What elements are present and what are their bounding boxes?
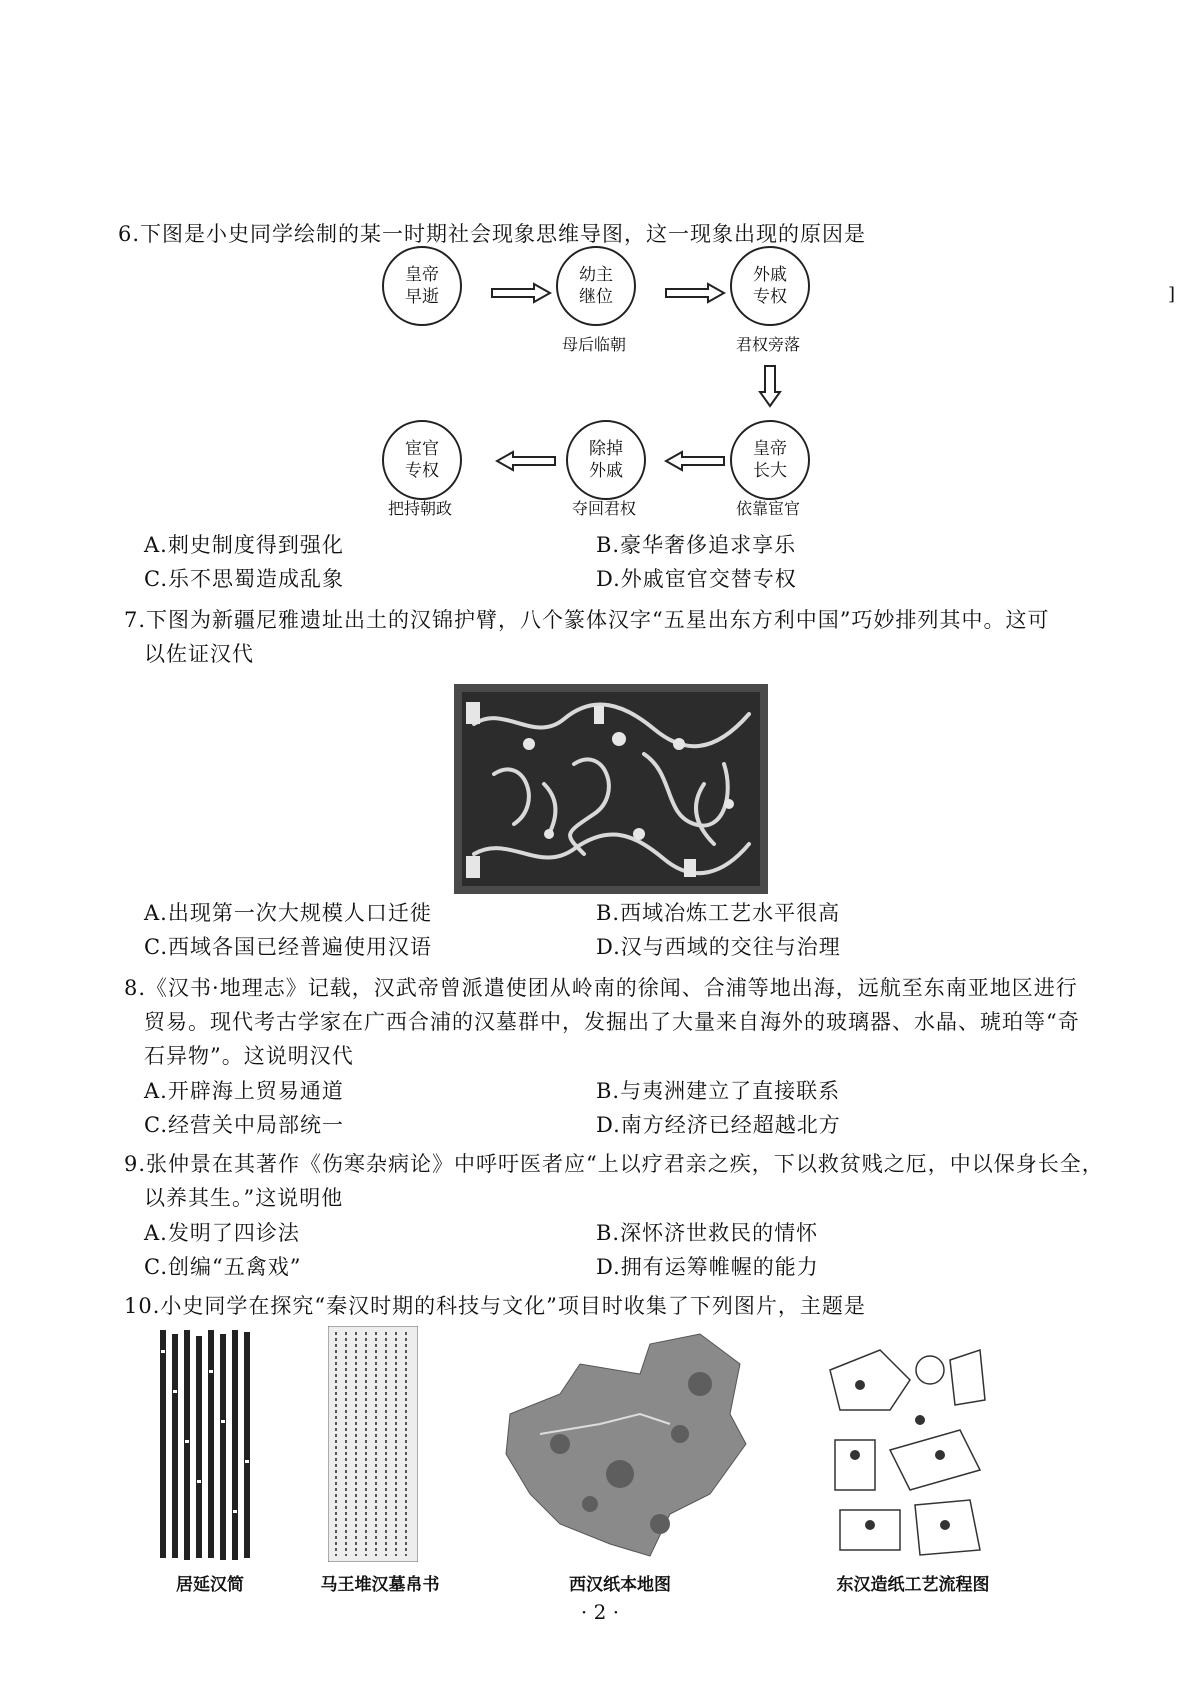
arrow-left-icon	[495, 450, 557, 472]
option-d: D.南方经济已经超越北方	[596, 1113, 841, 1137]
question-7-stem-cont: 以佐证汉代	[144, 642, 254, 666]
node-text: 外戚	[589, 461, 623, 481]
option-c: C.经营关中局部统一	[144, 1113, 344, 1137]
node-text: 早逝	[405, 287, 439, 307]
node-text: 外戚	[753, 265, 787, 285]
question-9-stem: 9.张仲景在其著作《伤寒杂病论》中呼吁医者应“上以疗君亲之疾，下以救贫贱之厄，中以保身长全，	[124, 1152, 1104, 1176]
option-d: D.汉与西域的交往与治理	[596, 935, 841, 959]
node-text: 皇帝	[753, 439, 787, 459]
option-a: A.发明了四诊法	[144, 1221, 300, 1245]
margin-mark: ]	[1168, 284, 1176, 305]
node-text: 幼主	[579, 265, 613, 285]
node-text: 宦官	[405, 439, 439, 459]
question-8-stem: 8.《汉书·地理志》记载，汉武帝曾派遣使团从岭南的徐闻、合浦等地出海，远航至东南亚地区进行	[124, 976, 1078, 1000]
option-d: D.外戚宦官交替专权	[596, 567, 797, 591]
option-c: C.创编“五禽戏”	[144, 1255, 302, 1279]
option-b: B.西域冶炼工艺水平很高	[596, 901, 841, 925]
node-text: 除掉	[589, 439, 623, 459]
question-9-stem-cont: 以养其生。”这说明他	[144, 1186, 344, 1210]
option-d: D.拥有运筹帷幄的能力	[596, 1255, 819, 1279]
option-a: A.开辟海上贸易通道	[144, 1079, 344, 1103]
bamboo-slips-image	[158, 1330, 260, 1562]
node-caption: 依靠宦官	[735, 499, 800, 518]
silk-manuscript-image	[328, 1326, 418, 1562]
node-caption: 母后临朝	[561, 335, 626, 354]
page-number: · 2 ·	[580, 1600, 620, 1624]
caption-papermaking: 东汉造纸工艺流程图	[836, 1575, 990, 1595]
paper-map-image	[500, 1324, 752, 1560]
option-c: C.乐不思蜀造成乱象	[144, 567, 344, 591]
arrow-down-icon	[758, 364, 782, 408]
question-8-stem-cont: 贸易。现代考古学家在广西合浦的汉墓群中，发掘出了大量来自海外的玻璃器、水晶、琥珀等“奇	[144, 1010, 1080, 1034]
mind-map-node-3	[730, 246, 810, 326]
papermaking-process-image	[820, 1330, 992, 1562]
question-7-stem: 7.下图为新疆尼雅遗址出土的汉锦护臂，八个篆体汉字“五星出东方利中国”巧妙排列其中。这可	[124, 608, 1050, 632]
caption-paper-map: 西汉纸本地图	[569, 1575, 671, 1595]
question-6-stem: 6.下图是小史同学绘制的某一时期社会现象思维导图，这一现象出现的原因是	[118, 222, 867, 246]
mind-map-node-6	[382, 420, 462, 500]
arrow-left-icon	[664, 450, 726, 472]
mind-map-node-1	[382, 246, 462, 326]
arrow-right-icon	[490, 282, 552, 304]
node-text: 专权	[753, 287, 787, 307]
option-a: A.出现第一次大规模人口迁徙	[144, 901, 432, 925]
node-text: 专权	[405, 461, 439, 481]
arrow-right-icon	[664, 282, 726, 304]
brocade-armguard-image	[454, 684, 768, 894]
question-10-stem: 10.小史同学在探究“秦汉时期的科技与文化”项目时收集了下列图片，主题是	[124, 1294, 866, 1318]
option-c: C.西域各国已经普遍使用汉语	[144, 935, 432, 959]
node-caption: 夺回君权	[571, 499, 636, 518]
caption-mawangdui-silk: 马王堆汉墓帛书	[320, 1575, 440, 1595]
node-text: 长大	[753, 461, 787, 481]
node-caption: 把持朝政	[387, 499, 452, 518]
mind-map-node-5	[566, 420, 646, 500]
caption-juyan-slips: 居延汉简	[176, 1575, 244, 1595]
option-a: A.刺史制度得到强化	[144, 533, 344, 557]
option-b: B.豪华奢侈追求享乐	[596, 533, 797, 557]
question-8-stem-cont: 石异物”。这说明汉代	[144, 1044, 354, 1068]
mind-map-node-2	[556, 246, 636, 326]
node-text: 继位	[579, 287, 613, 307]
option-b: B.深怀济世救民的情怀	[596, 1221, 819, 1245]
node-text: 皇帝	[405, 265, 439, 285]
option-b: B.与夷洲建立了直接联系	[596, 1079, 841, 1103]
node-caption: 君权旁落	[735, 335, 800, 354]
mind-map-node-4	[730, 420, 810, 500]
